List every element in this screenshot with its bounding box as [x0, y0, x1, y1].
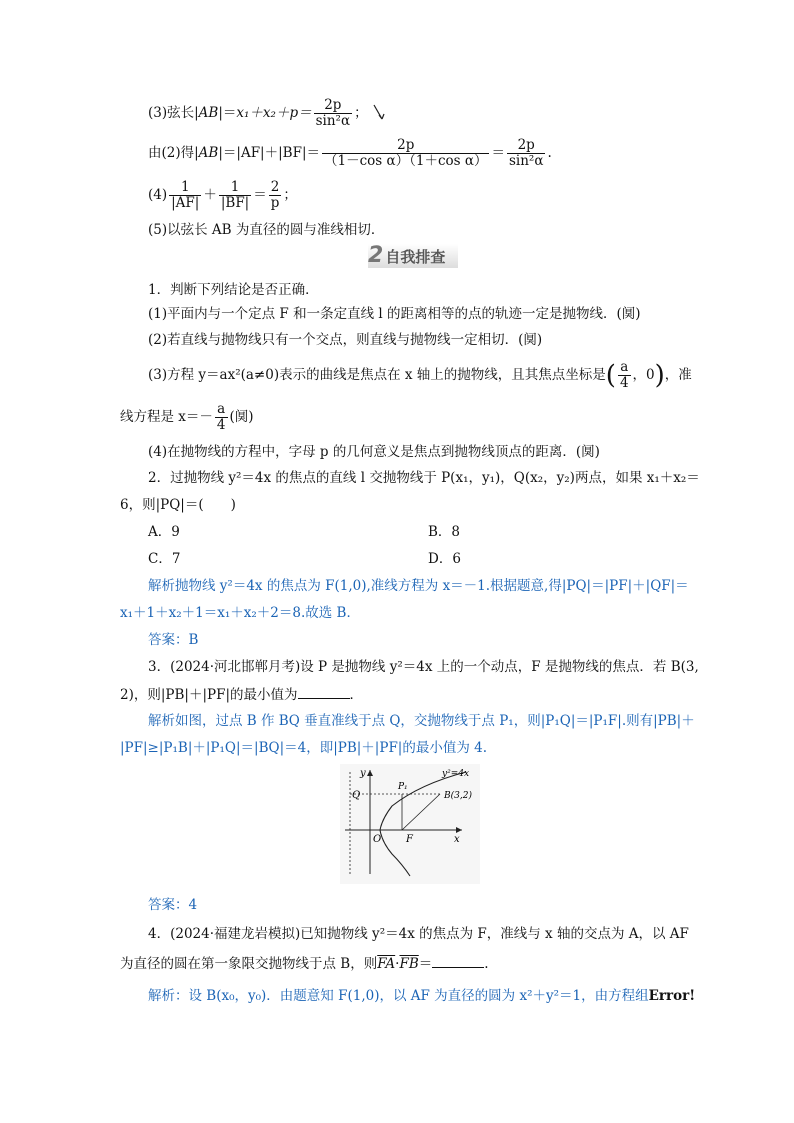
q4-solution-line1: 解析：设 B(x₀，y₀)．由题意知 F(1,0)，以 AF 为直径的圆为 x²＋y²＝1，由方程组Error! — [148, 988, 696, 1004]
vector-fa: $\overline{FA}$ — [377, 956, 396, 972]
answer-blank — [432, 955, 484, 968]
q2-option-b: B．8 — [428, 524, 461, 540]
q1-statement-2: (2)若直线与抛物线只有一个交点，则直线与抛物线一定相切．(阒) — [148, 332, 543, 348]
label-o: O — [373, 834, 382, 845]
q3-stem-line2: 2)，则|PB|＋|PF|的最小值为 ． — [120, 687, 364, 703]
q1-stem: 1．判断下列结论是否正确． — [148, 282, 319, 298]
derivation: 由(2)得|AB|＝|AF|＋|BF|＝ $\frac{2p}{\text{（1－cos α）（1＋cos α）}}$ ＝ $\frac{2p}{\text{sin²α}}$ . — [148, 137, 552, 169]
parabola-curve — [380, 772, 466, 876]
q2-solution-line1: 解析抛物线 y²＝4x 的焦点为 F(1,0),准线方程为 x＝－1.根据题意,得|PQ|＝|PF|＋|QF|＝ — [148, 578, 689, 594]
q4-stem-line1: 4．(2024·福建龙岩模拟)已知抛物线 y²＝4x 的焦点为 F，准线与 x 轴的交点为 A，以 AF — [148, 926, 689, 942]
fraction: $\frac{2p}{\text{（1－cos α）（1＋cos α）}}$ — [324, 137, 488, 169]
segment-fb — [402, 794, 440, 830]
q1-statement-4: (4)在抛物线的方程中，字母 p 的几何意义是焦点到抛物线顶点的距离．(阒) — [148, 444, 600, 460]
error-text: Error! — [648, 988, 696, 1004]
fraction: $\frac{2p}{\text{sin²α}}$ — [508, 137, 544, 169]
label-q: Q — [352, 790, 361, 801]
q1-statement-3-cont: 线方程是 x＝－ $\frac{a}{4}$ (阒) — [120, 401, 254, 433]
label-b: B(3,2) — [444, 791, 472, 801]
arrow-mark-icon — [372, 103, 388, 125]
q2-option-c: C．7 — [148, 551, 181, 567]
q3-solution-line1: 解析如图，过点 B 作 BQ 垂直准线于点 Q，交抛物线于点 P₁，则|P₁Q|＝|P₁F|.则有|PB|＋ — [148, 713, 695, 729]
q4-stem-line2: 为直径的圆在第一象限交抛物线于点 B，则$\overline{FA}\cdot\overline{FB}=$ . — [120, 956, 489, 972]
answer-blank — [298, 686, 350, 699]
q2-option-a: A．9 — [148, 524, 180, 540]
q1-statement-1: (1)平面内与一个定点 F 和一条定直线 l 的距离相等的点的轨迹一定是抛物线．(阒) — [148, 306, 641, 322]
q2-option-d: D．6 — [428, 551, 461, 567]
q3-answer: 答案：4 — [148, 897, 198, 913]
label-f: F — [406, 834, 413, 845]
q2-solution-line2: x₁＋1＋x₂＋1＝x₁＋x₂＋2＝8.故选 B． — [120, 605, 360, 621]
q2-answer: 答案：B — [148, 632, 199, 648]
label-p1: P₁ — [398, 782, 408, 792]
q3-stem-line1: 3．(2024·河北邯郸月考)设 P 是抛物线 y²＝4x 上的一个动点，F 是抛物线的焦点．若 B(3, — [148, 659, 699, 675]
vector-fb: $\overline{FB}$ — [399, 956, 419, 972]
property-5: (5)以弦长 AB 为直径的圆与准线相切． — [148, 222, 385, 238]
q1-statement-3: (3)方程 y＝ax²(a≠0)表示的曲线是焦点在 x 轴上的抛物线，且其焦点坐标是( $\frac{a}{4}$ ，0)，准 — [148, 359, 692, 391]
label-y: y — [360, 768, 366, 779]
fraction: $\frac{2}{p}$ — [270, 179, 280, 211]
q2-stem-line2: 6，则|PQ|＝( ) — [120, 497, 236, 513]
parabola-figure — [340, 764, 480, 884]
label-x: x — [454, 834, 460, 845]
q3-solution-line2: |PF|≥|P₁B|＋|P₁Q|＝|BQ|＝4，即|PB|＋|PF|的最小值为 4. — [120, 740, 488, 756]
fraction: $\frac{1}{|AF|}$ — [171, 179, 200, 211]
property-3: (3)弦长|AB|＝x₁＋x₂＋p＝ $\frac{2p}{\text{sin²α}}$ ； — [148, 98, 388, 129]
fraction: $\frac{a}{4}$ — [619, 359, 629, 391]
label-curve: y²=4x — [442, 769, 470, 779]
property-4: (4) $\frac{1}{|AF|}$ ＋ $\frac{1}{|BF|}$ ＝ $\frac{2}{p}$ ； — [148, 179, 297, 211]
section-header: 2 自我排查 — [368, 244, 458, 268]
fraction: $\frac{a}{4}$ — [216, 401, 226, 433]
fraction: $\frac{1}{|BF|}$ — [220, 179, 250, 211]
q2-stem-line1: 2．过抛物线 y²＝4x 的焦点的直线 l 交抛物线于 P(x₁，y₁)，Q(x₂，y₂)两点，如果 x₁＋x₂＝ — [148, 470, 700, 486]
fraction: $\frac{2p}{\text{sin²α}}$ — [315, 97, 351, 129]
